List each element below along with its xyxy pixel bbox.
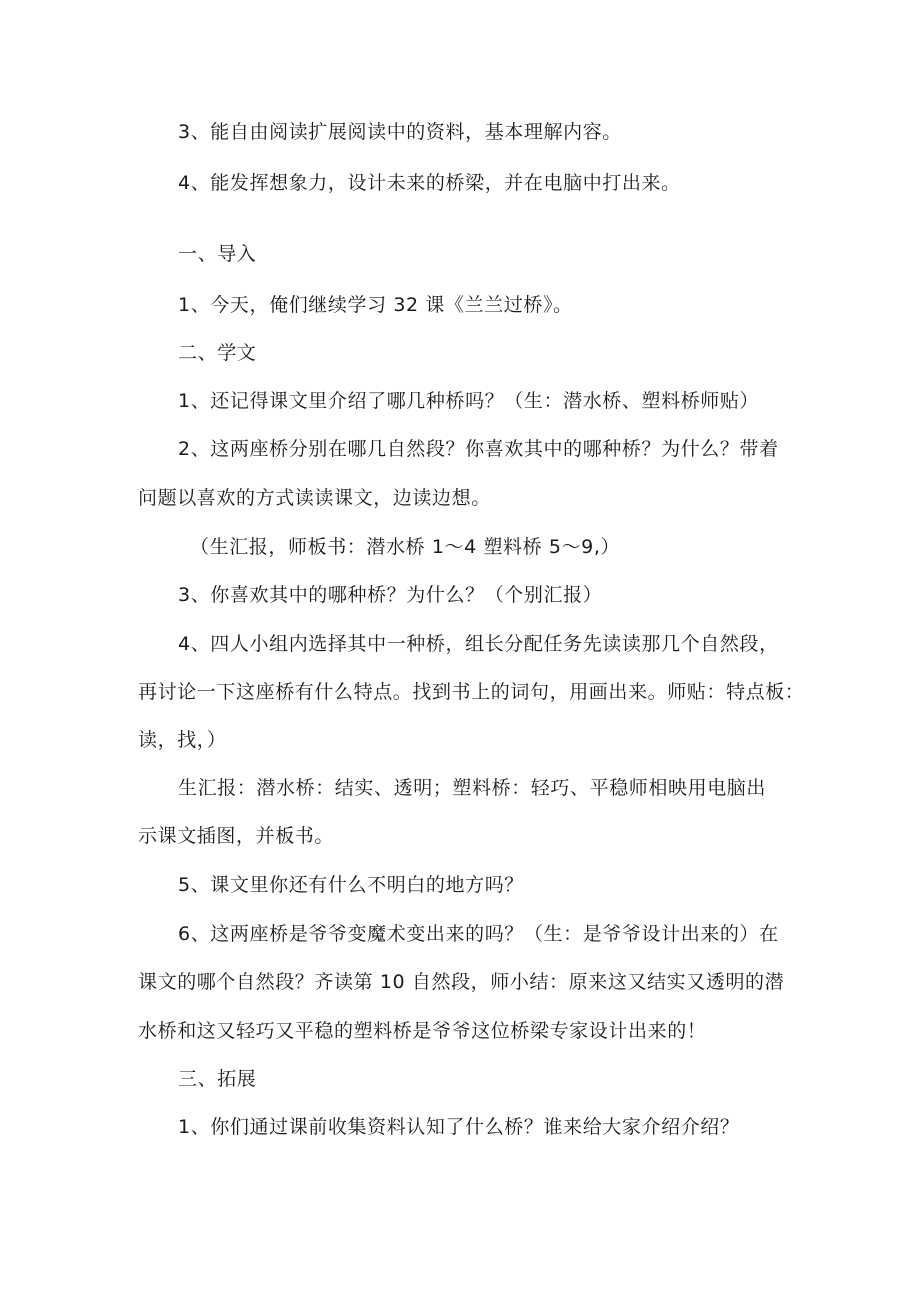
study-item-2: 2、这两座桥分别在哪几自然段？你喜欢其中的哪种桥？为什么？带着	[178, 438, 779, 460]
study-item-2-cont: 问题以喜欢的方式读读课文，边读边想。	[138, 487, 491, 509]
objective-4: 4、能发挥想象力，设计未来的桥梁，并在电脑中打出来。	[178, 172, 681, 194]
study-item-6: 6、这两座桥是爷爷变魔术变出来的吗？（生：是爷爷设计出来的）在	[178, 923, 779, 945]
intro-item-1: 1、今天，俺们继续学习 32 课《兰兰过桥》。	[178, 294, 573, 316]
study-item-4: 4、四人小组内选择其中一种桥，组长分配任务先读读那几个自然段，	[178, 633, 779, 655]
study-item-6-cont: 课文的哪个自然段？齐读第 10 自然段，师小结：原来这又结实又透明的潜	[138, 971, 785, 993]
study-item-4-cont2: 读，找，）	[138, 729, 227, 751]
study-item-4-cont: 再讨论一下这座桥有什么特点。找到书上的词句，用画出来。师贴：特点板：	[138, 681, 805, 703]
study-item-3: 3、你喜欢其中的哪种桥？为什么？（个别汇报）	[178, 584, 603, 606]
study-item-5: 5、课文里你还有什么不明白的地方吗？	[178, 874, 524, 896]
study-note-blackboard: （生汇报，师板书：潜水桥 1～4 塑料桥 5～9,）	[190, 536, 621, 558]
study-item-1: 1、还记得课文里介绍了哪几种桥吗？（生：潜水桥、塑料桥师贴）	[178, 390, 760, 412]
study-report-cont: 示课文插图，并板书。	[138, 825, 335, 847]
section-heading-study: 二、学文	[178, 342, 257, 364]
section-heading-extend: 三、拓展	[178, 1068, 257, 1090]
study-report: 生汇报：潜水桥：结实、透明；塑料桥：轻巧、平稳师相映用电脑出	[178, 777, 767, 799]
objective-3: 3、能自由阅读扩展阅读中的资料，基本理解内容。	[178, 121, 622, 143]
extend-item-1: 1、你们通过课前收集资料认知了什么桥？谁来给大家介绍介绍？	[178, 1116, 740, 1138]
section-heading-intro: 一、导入	[178, 243, 257, 265]
study-item-6-cont2: 水桥和这又轻巧又平稳的塑料桥是爷爷这位桥梁专家设计出来的！	[138, 1020, 707, 1042]
